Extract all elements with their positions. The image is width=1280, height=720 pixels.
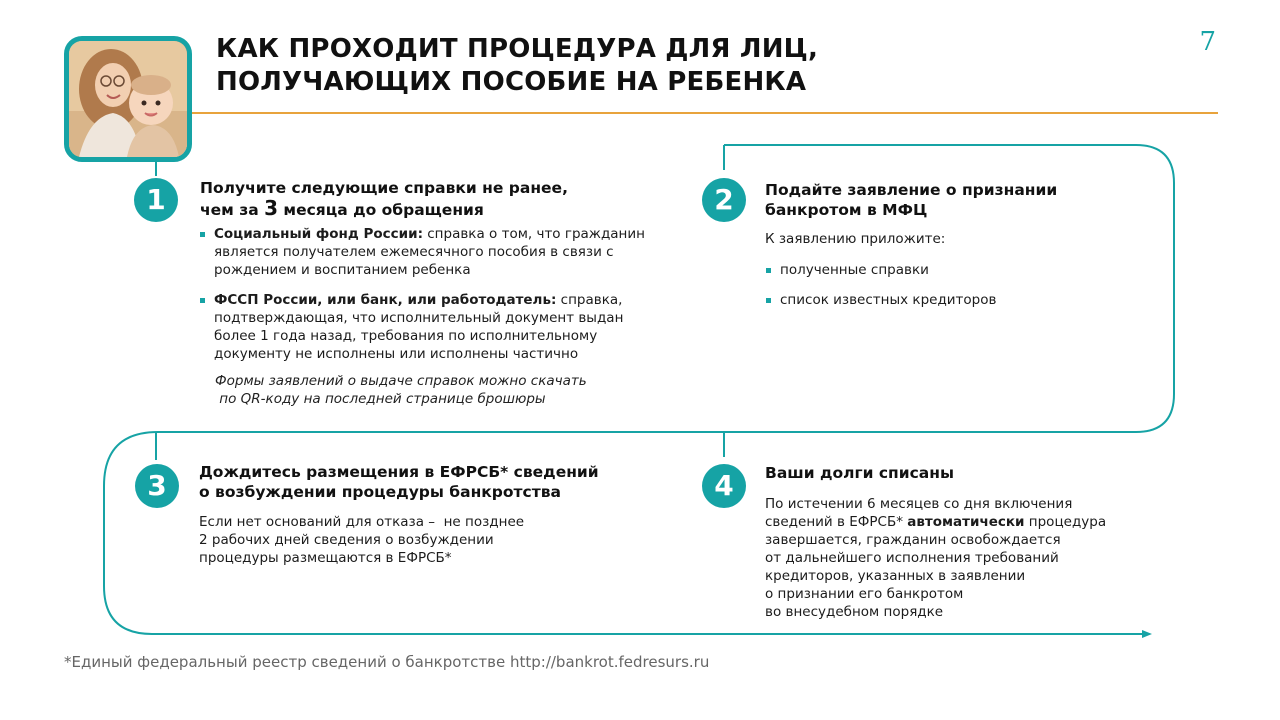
step-3-title-line-1: Дождитесь размещения в ЕФРСБ* сведений bbox=[199, 463, 599, 481]
page-title-line-1: КАК ПРОХОДИТ ПРОЦЕДУРА ДЛЯ ЛИЦ, bbox=[216, 34, 819, 64]
step-1-bullet-2 bbox=[200, 291, 670, 363]
step-1-bullet-1-line-3: рождением и воспитанием ребенка bbox=[214, 262, 471, 278]
step-4-text-line-1: По истечении 6 месяцев со дня включения bbox=[765, 496, 1073, 512]
step-4-line-2-bold: автоматически bbox=[907, 514, 1025, 530]
step-3-text-line-2: 2 рабочих дней сведения о возбуждении bbox=[199, 532, 494, 548]
step-1-bullet-1-line-2: является получателем ежемесячного пособия в связи с bbox=[214, 244, 614, 260]
step-1-bullet-1 bbox=[200, 225, 670, 279]
step-1-bullet-1-bold: Социальный фонд России: bbox=[214, 226, 423, 242]
step-1-note-line-1: Формы заявлений о выдаче справок можно скачать bbox=[215, 373, 587, 389]
step-2-bullet-1: полученные справки bbox=[766, 261, 1126, 279]
step-3-number: 3 bbox=[135, 464, 179, 508]
step-1-title-post: месяца до обращения bbox=[278, 201, 484, 219]
step-2-number: 2 bbox=[702, 178, 746, 222]
step-3-title bbox=[199, 462, 679, 502]
step-3-title-line-2: о возбуждении процедуры банкротства bbox=[199, 483, 561, 501]
step-3-text-line-3: процедуры размещаются в ЕФРСБ* bbox=[199, 550, 452, 566]
step-1-title-pre: чем за bbox=[200, 201, 265, 219]
step-1-title bbox=[200, 178, 640, 220]
step-1-note-line-2: по QR-коду на последней странице брошюры bbox=[215, 391, 546, 407]
page-number: 7 bbox=[1199, 27, 1216, 57]
step-1-bullet-2-line-3: более 1 года назад, требования по исполнительному bbox=[214, 328, 598, 344]
step-1-bullet-1-line-1: справка о том, что гражданин bbox=[422, 226, 645, 242]
footnote: *Единый федеральный реестр сведений о банкротстве http://bankrot.fedresurs.ru bbox=[64, 653, 710, 671]
step-4-text-line-6: о признании его банкротом bbox=[765, 586, 964, 602]
step-4-text-line-7: во внесудебном порядке bbox=[765, 604, 944, 620]
step-1-bullet-2-line-2: подтверждающая, что исполнительный документ выдан bbox=[214, 310, 624, 326]
step-4-title: Ваши долги списаны bbox=[765, 464, 954, 482]
step-4-text-line-2 bbox=[765, 513, 1165, 531]
step-4-text bbox=[765, 495, 1165, 621]
step-3-text-line-1: Если нет оснований для отказа – не позднее bbox=[199, 514, 525, 530]
step-1-bullet-2-line-1: справка, bbox=[556, 292, 623, 308]
step-2-intro: К заявлению приложите: bbox=[765, 231, 946, 247]
step-1-note bbox=[215, 372, 675, 408]
page-title-line-2: ПОЛУЧАЮЩИХ ПОСОБИЕ НА РЕБЕНКА bbox=[216, 67, 807, 97]
step-1-number: 1 bbox=[134, 178, 178, 222]
step-1-title-big: 3 bbox=[264, 196, 279, 220]
step-4-line-2-post: процедура bbox=[1024, 514, 1107, 530]
step-1-title-line-2 bbox=[200, 198, 640, 220]
step-2-title bbox=[765, 180, 1145, 220]
step-4-number: 4 bbox=[702, 464, 746, 508]
step-2-title-line-2: банкротом в МФЦ bbox=[765, 201, 928, 219]
step-4-text-line-4: от дальнейшего исполнения требований bbox=[765, 550, 1059, 566]
step-4-line-2-pre: сведений в ЕФРСБ* bbox=[765, 514, 908, 530]
step-3-text bbox=[199, 513, 639, 567]
flow-arrowhead bbox=[1142, 630, 1152, 638]
step-2-title-line-1: Подайте заявление о признании bbox=[765, 181, 1058, 199]
step-1-bullet-2-line-4: документу не исполнены или исполнены частично bbox=[214, 346, 579, 362]
step-4-text-line-5: кредиторов, указанных в заявлении bbox=[765, 568, 1026, 584]
step-2-bullet-2: список известных кредиторов bbox=[766, 291, 1126, 309]
step-4-text-line-3: завершается, гражданин освобождается bbox=[765, 532, 1061, 548]
step-1-bullet-2-bold: ФССП России, или банк, или работодатель: bbox=[214, 292, 557, 308]
step-1-title-line-1: Получите следующие справки не ранее, bbox=[200, 179, 568, 197]
